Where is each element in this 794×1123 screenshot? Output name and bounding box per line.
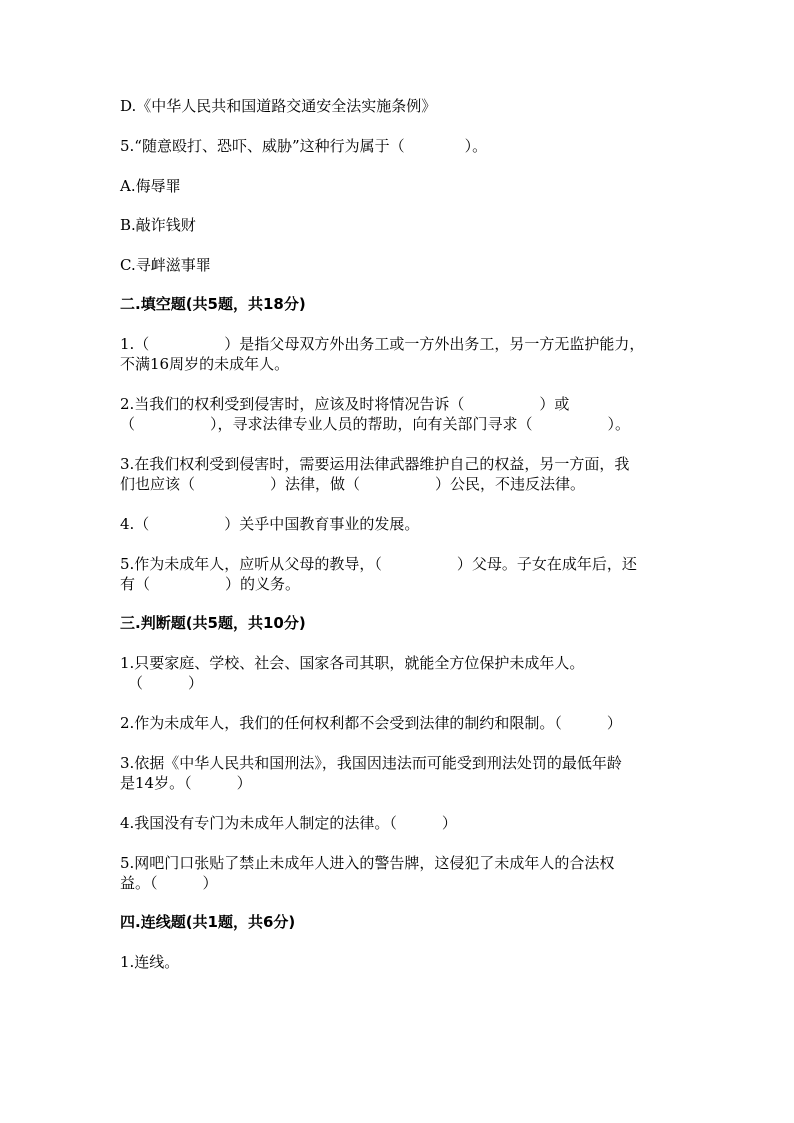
section-heading-true-false: 三.判断题(共5题，共10分) (120, 614, 306, 632)
true-false-q3-line1: 3.依据《中华人民共和国刑法》，我国因违法而可能受到刑法处罚的最低年龄 (120, 754, 622, 772)
true-false-q1-line2: （ ） (128, 674, 204, 692)
fill-blank-q1-line1: 1.（ ）是指父母双方外出务工或一方外出务工，另一方无监护能力， (120, 335, 645, 353)
true-false-q4: 4.我国没有专门为未成年人制定的法律。（ ） (120, 814, 457, 832)
option-b: B.敲诈钱财 (120, 216, 196, 234)
true-false-q5-line2: 益。（ ） (120, 874, 218, 892)
fill-blank-q3-line2: 们也应该（ ）法律，做（ ）公民，不违反法律。 (120, 475, 586, 493)
fill-blank-q2-line2: （ ），寻求法律专业人员的帮助，向有关部门寻求（ ）。 (120, 415, 631, 433)
option-c: C.寻衅滋事罪 (120, 256, 211, 274)
matching-q1: 1.连线。 (120, 953, 180, 971)
fill-blank-q5-line1: 5.作为未成年人，应听从父母的教导，（ ）父母。子女在成年后，还 (120, 555, 637, 573)
question-5-choice: 5.“随意殴打、恐吓、威胁”这种行为属于（ ）。 (120, 137, 488, 155)
section-heading-matching: 四.连线题(共1题，共6分) (120, 913, 296, 931)
fill-blank-q2-line1: 2.当我们的权利受到侵害时，应该及时将情况告诉（ ）或 (120, 395, 570, 413)
fill-blank-q4: 4.（ ）关乎中国教育事业的发展。 (120, 515, 420, 533)
fill-blank-q1-line2: 不满16周岁的未成年人。 (120, 355, 290, 373)
option-d-previous: D.《中华人民共和国道路交通安全法实施条例》 (120, 97, 437, 115)
true-false-q5-line1: 5.网吧门口张贴了禁止未成年人进入的警告牌，这侵犯了未成年人的合法权 (120, 854, 615, 872)
fill-blank-q3-line1: 3.在我们权利受到侵害时，需要运用法律武器维护自己的权益，另一方面，我 (120, 455, 630, 473)
fill-blank-q5-line2: 有（ ）的义务。 (120, 575, 301, 593)
section-heading-fill-blank: 二.填空题(共5题，共18分) (120, 295, 306, 313)
true-false-q2: 2.作为未成年人，我们的任何权利都不会受到法律的制约和限制。（ ） (120, 714, 622, 732)
option-a: A.侮辱罪 (120, 177, 181, 195)
true-false-q3-line2: 是14岁。（ ） (120, 774, 252, 792)
true-false-q1-line1: 1.只要家庭、学校、社会、国家各司其职，就能全方位保护未成年人。 (120, 654, 585, 672)
